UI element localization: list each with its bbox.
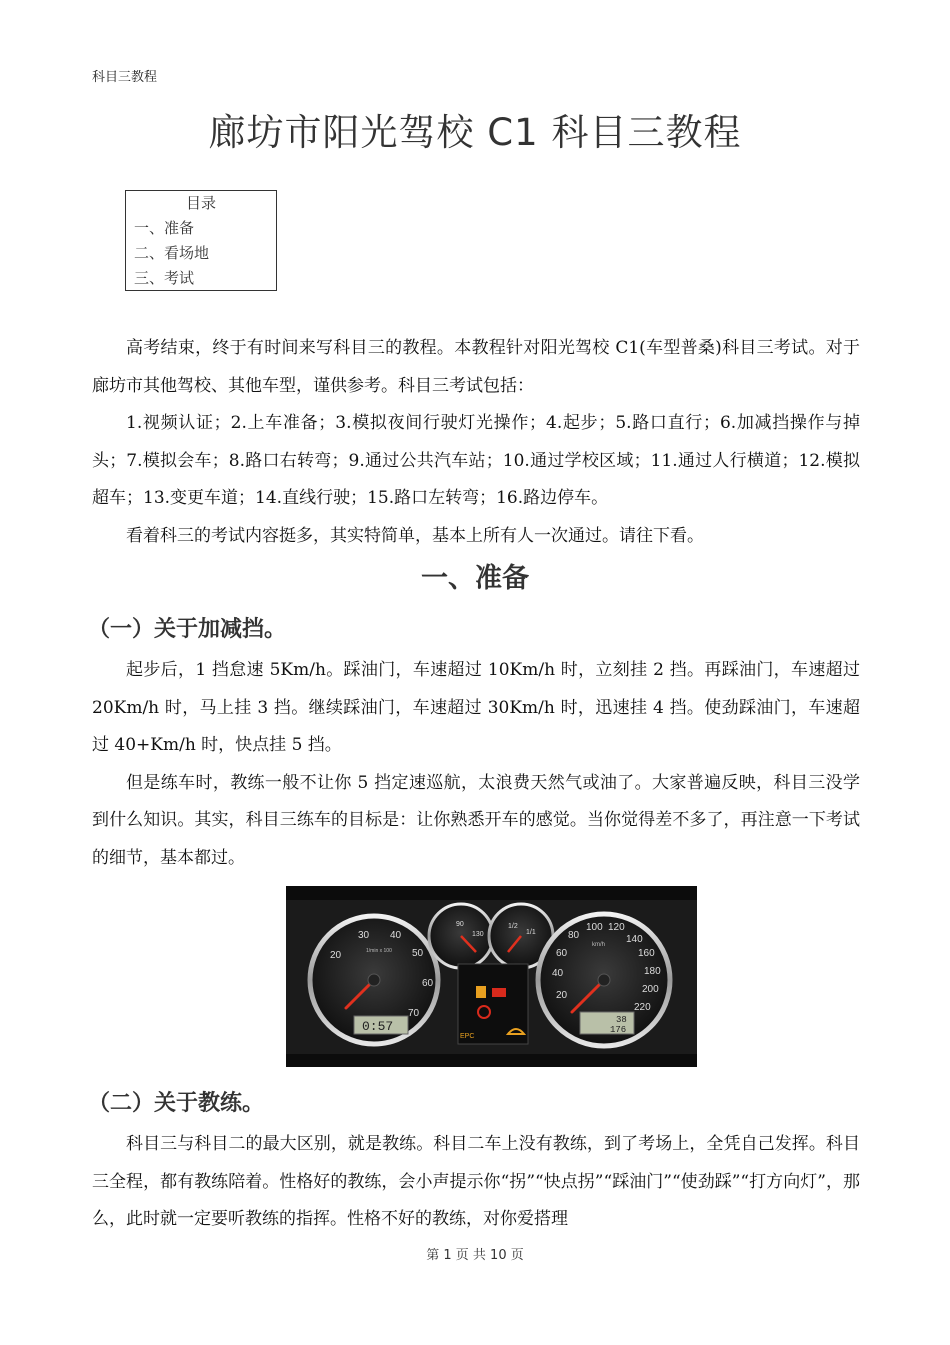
- tacho-lcd-clock: 0:57: [362, 1019, 394, 1034]
- gears-paragraph-2: 但是练车时，教练一般不让你 5 挡定速巡航，太浪费天然气或油了。大家普遍反映，科目三没学到什么知识。其实，科目三练车的目标是：让你熟悉开车的感觉。当你觉得差不多了，再注意一下考试的细节，基本都过。: [92, 772, 860, 868]
- dashboard-image: [286, 886, 697, 1067]
- speedo-unit: km/h: [592, 942, 606, 948]
- page-footer: 第 1 页 共 10 页: [426, 1248, 524, 1263]
- speedo-lcd-trip: 38: [616, 1015, 627, 1025]
- warning-light-panel: [458, 964, 528, 1044]
- speedo-tick-220: 220: [634, 1002, 651, 1013]
- speedo-tick-160: 160: [638, 948, 655, 959]
- toc-title: 目录: [185, 194, 216, 212]
- speedo-tick-60: 60: [556, 948, 568, 959]
- temp-high-label: 130: [472, 931, 484, 938]
- battery-warning-icon: [492, 988, 506, 997]
- document-title: 廊坊市阳光驾校 C1 科目三教程: [208, 111, 742, 154]
- table-of-contents: [125, 190, 277, 291]
- tacho-tick-50: 50: [412, 948, 424, 959]
- speedo-tick-120: 120: [608, 922, 625, 933]
- speedo-lcd-odometer: 176: [610, 1025, 627, 1035]
- coach-section: [92, 1126, 860, 1239]
- tacho-tick-70: 70: [408, 1008, 420, 1019]
- tacho-tick-20: 20: [330, 950, 342, 961]
- speedometer-gauge: [538, 914, 670, 1046]
- gears-section: [92, 652, 860, 877]
- speedo-tick-100: 100: [586, 922, 603, 933]
- header-label: 科目三教程: [92, 70, 158, 85]
- speedo-tick-80: 80: [568, 930, 580, 941]
- coach-paragraph-1: 科目三与科目二的最大区别，就是教练。科目二车上没有教练，到了考场上，全凭自己发挥。科目三全程，都有教练陪着。性格好的教练，会小声提示你“拐”“快点拐”“踩油门”“使劲踩”“打方向灯”，那么，此时就一定要听教练的指挥。性格不好的教练，对你爱搭理: [92, 1134, 860, 1229]
- dashboard-illustration: [286, 886, 697, 1067]
- temperature-gauge: [429, 904, 493, 968]
- fuel-warning-icon: [476, 986, 486, 998]
- speedo-tick-40: 40: [552, 968, 564, 979]
- tacho-tick-30: 30: [358, 930, 370, 941]
- tacho-tick-60: 60: [422, 978, 434, 989]
- epc-warning-label: EPC: [460, 1033, 475, 1040]
- tachometer-gauge: [310, 916, 438, 1044]
- subsection-heading-coach: （二）关于教练。: [88, 1091, 265, 1116]
- temp-low-label: 90: [456, 921, 464, 928]
- intro-paragraph-3: 看着科三的考试内容挺多，其实特简单，基本上所有人一次通过。请往下看。: [126, 525, 704, 546]
- section-heading-prepare: 一、准备: [421, 563, 529, 594]
- toc-item-exam[interactable]: 三、考试: [134, 269, 195, 287]
- speedo-tick-20: 20: [556, 990, 568, 1001]
- speedo-tick-180: 180: [644, 966, 661, 977]
- toc-item-venue[interactable]: 二、看场地: [134, 244, 210, 262]
- speedo-tick-140: 140: [626, 934, 643, 945]
- toc-item-prepare[interactable]: 一、准备: [134, 219, 195, 237]
- speedo-tick-200: 200: [642, 984, 659, 995]
- subsection-heading-gears: （一）关于加减挡。: [88, 617, 287, 642]
- fuel-half-label: 1/2: [508, 923, 518, 930]
- intro-paragraph-1: 高考结束，终于有时间来写科目三的教程。本教程针对阳光驾校 C1(车型普桑)科目三考试。对于廊坊市其他驾校、其他车型，谨供参考。科目三考试包括：: [92, 338, 860, 396]
- intro-section: [92, 330, 860, 555]
- tacho-tick-40: 40: [390, 930, 402, 941]
- gears-paragraph-1: 起步后，1 挡怠速 5Km/h。踩油门，车速超过 10Km/h 时，立刻挂 2 挡。再踩油门，车速超过 20Km/h 时，马上挂 3 挡。继续踩油门，车速超过 30Km/h 时，迅速挂 4 挡。使劲踩油门，车速超过 40+Km/h 时，快点挂 5 挡。: [92, 660, 860, 755]
- tacho-unit: 1/min x 100: [366, 948, 392, 954]
- intro-paragraph-2: 1.视频认证；2.上车准备；3.模拟夜间行驶灯光操作；4.起步；5.路口直行；6.加减挡操作与掉头；7.模拟会车；8.路口右转弯；9.通过公共汽车站；10.通过学校区域；11.通过人行横道；12.模拟超车；13.变更车道；14.直线行驶；15.路口左转弯；16.路边停车。: [92, 413, 860, 508]
- fuel-full-label: 1/1: [526, 929, 536, 936]
